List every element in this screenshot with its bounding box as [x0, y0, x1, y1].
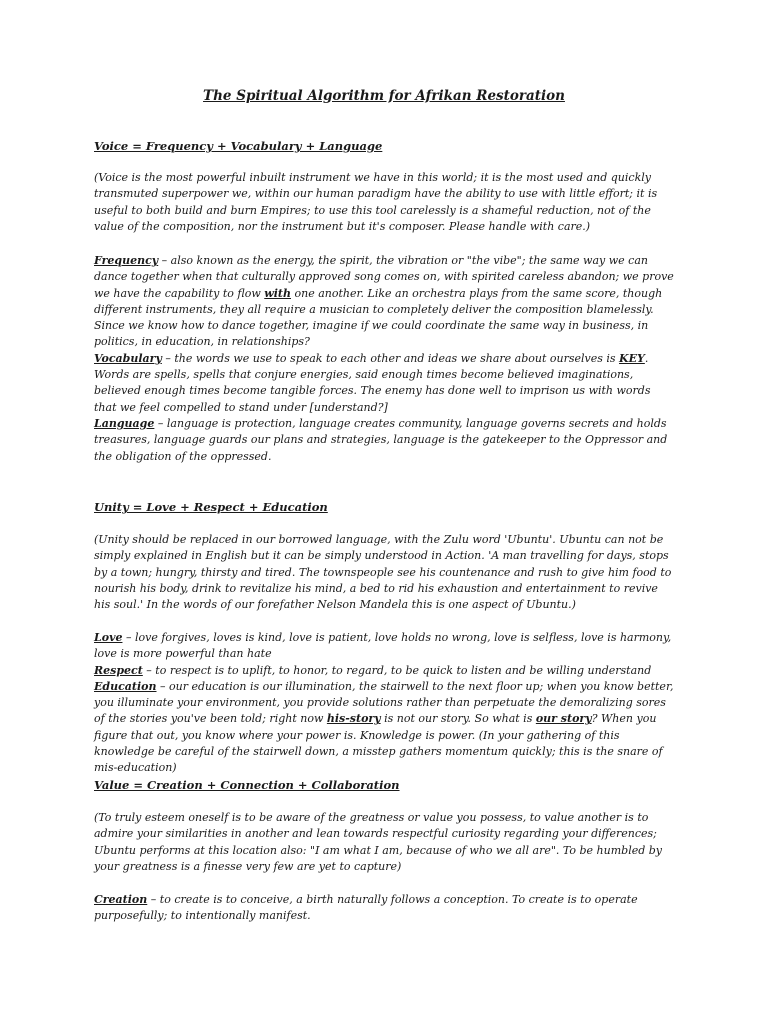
education-definition: [94, 679, 674, 777]
definition-text: . Words are spells, spells that conjure energies, said enough times become believed imaginations, believed enough times become tangible forces. The enemy has done well to imprison us with words that we feel compelled to stand under [understand?]: [94, 351, 651, 414]
paragraph: (Unity should be replaced in our borrowed language, with the Zulu word 'Ubuntu'. Ubuntu can not be simply explained in English but it can be simply understood in Action. 'A man travelling for days, stops by a town; hungry, thirsty and tired. The townspeople see his countenance and rush to give him food to nourish his body, drink to revitalize his mind, a bed to rid his exhaustion and entertainment to revive his soul.' In the words of our forefather Nelson Mandela this is one aspect of Ubuntu.): [94, 533, 672, 612]
term: Frequency: [94, 254, 159, 267]
definition-text: – our education is our illumination, the stairwell to the next floor up; when you know better, you illuminate your environment, you provide solutions rather than perpetuate the demoralizing sores of the stories you've been told; right now: [94, 679, 674, 726]
term: Vocabulary: [94, 351, 162, 365]
paragraph: (Voice is the most powerful inbuilt instrument we have in this world; it is the most used and quickly transmuted superpower we, within our human paradigm have the ability to use with little effort; it is useful to both build and burn Empires; to use this tool carelessly is a shameful reduction, not of the value of the composition, nor the instrument but it's composer. Please handle with care.): [94, 171, 658, 233]
emphasis: with: [264, 286, 291, 300]
unity-heading: [94, 499, 674, 516]
definition-text: is not our story. So what is: [380, 712, 536, 726]
definition-text: – to respect is to uplift, to honor, to regard, to be quick to listen and be willing understand: [142, 663, 652, 677]
section-heading: Unity = Love + Respect + Education: [94, 500, 328, 514]
term: Language: [94, 416, 155, 430]
value-heading: [94, 777, 674, 794]
emphasis: our story: [535, 712, 592, 726]
respect-definition: [94, 663, 674, 679]
emphasis: KEY: [619, 351, 645, 365]
unity-definitions: [94, 630, 674, 777]
paragraph: (To truly esteem oneself is to be aware of the greatness or value you possess, to value another is to admire your similarities in another and lean towards respectful curiosity regarding your differences; Ubuntu performs at this location also: "I am what I am, because of who we all are". To be humbled by your greatness is a finesse very few are yet to capture): [94, 811, 663, 873]
value-definitions: [94, 892, 674, 925]
unity-intro: [94, 532, 674, 613]
definition-text: – language is protection, language creates community, language governs secrets and holds treasures, language guards our plans and strategies, language is the gatekeeper to the Oppressor and the obligation of the oppressed.: [94, 416, 668, 463]
voice-intro: [94, 170, 674, 235]
language-definition: [94, 416, 674, 465]
term: Respect: [94, 663, 143, 677]
definition-text: – to create is to conceive, a birth naturally follows a conception. To create is to operate purposefully; to intentionally manifest.: [94, 893, 638, 923]
vocabulary-definition: [94, 351, 674, 416]
definition-text: one another. Like an orchestra plays from the same score, though different instruments, they all require a musician to completely deliver the composition blamelessly. Since we know how to dance together, imagine if we could coordinate the same way in business, in politics, in education, in relationships?: [94, 286, 663, 349]
term: Education: [94, 679, 157, 693]
definition-text: – the words we use to speak to each other and ideas we share about ourselves is: [161, 351, 620, 365]
term: Creation: [94, 893, 148, 906]
definition-text: – also known as the energy, the spirit, the vibration or "the vibe"; the same way we can dance together when that culturally approved song comes on, with spirited careless abandon; we prove we have the capability to flow: [94, 254, 674, 300]
document-title: The Spiritual Algorithm for Afrikan Restoration: [203, 88, 565, 104]
emphasis: his-story: [326, 712, 381, 726]
voice-definitions: [94, 253, 674, 465]
voice-heading: [94, 138, 674, 155]
term: Love: [94, 631, 123, 644]
definition-text: – love forgives, loves is kind, love is patient, love holds no wrong, love is selfless, love is harmony, love is more powerful than hate: [94, 631, 672, 661]
love-definition: [94, 630, 674, 663]
definition-text: ? When you figure that out, you know where your power is. Knowledge is power. (In your gathering of this knowledge be careful of the stairwell down, a misstep gathers momentum quickly; this is the snare of mis-education): [94, 712, 663, 775]
creation-definition: [94, 892, 674, 925]
section-heading: Value = Creation + Connection + Collaboration: [94, 778, 400, 792]
value-intro: [94, 810, 674, 875]
frequency-definition: [94, 253, 674, 351]
section-heading: Voice = Frequency + Vocabulary + Language: [94, 139, 383, 153]
